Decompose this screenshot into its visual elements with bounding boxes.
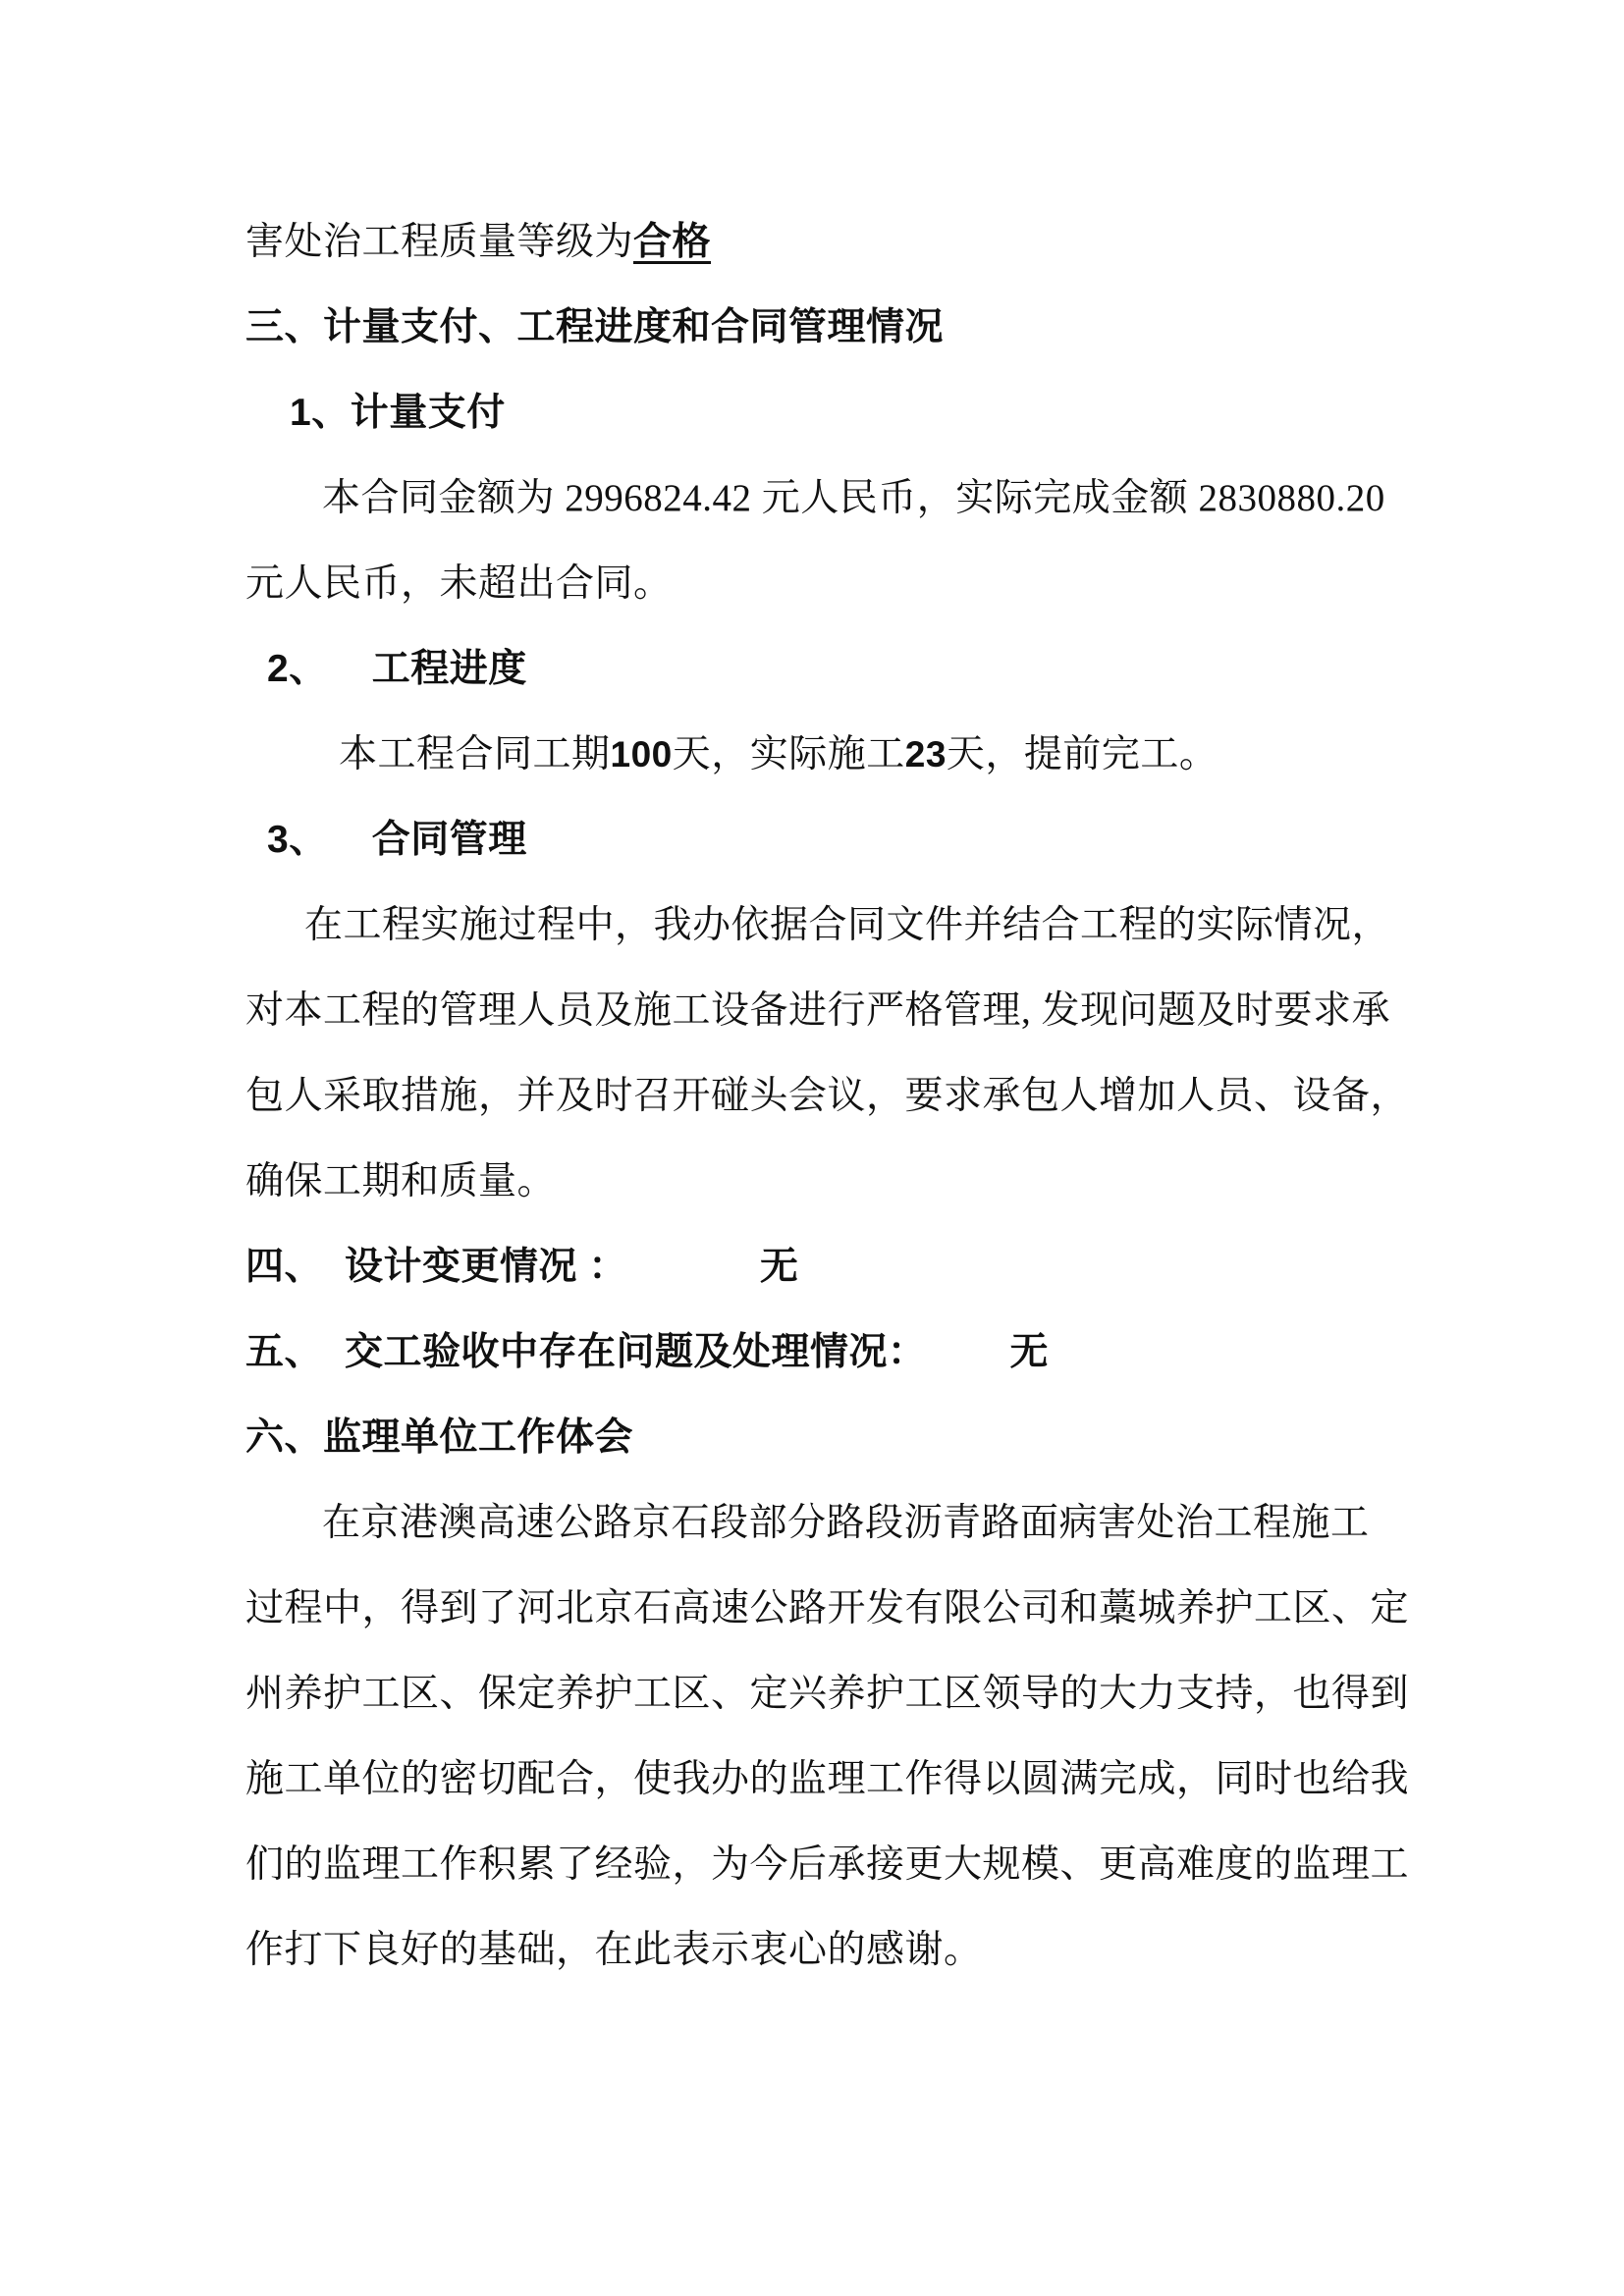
para-management-line2 — [245, 968, 1391, 1053]
para-contract-amount-line2 — [245, 541, 1384, 626]
heading-project-progress — [245, 626, 1384, 712]
design-changes-value: 无 — [759, 1246, 799, 1288]
heading-number: 2、 — [267, 648, 328, 690]
para-reflection-line5 — [245, 1822, 1410, 1907]
heading-text: 交工验收中存在问题及处理情况： — [345, 1331, 927, 1373]
body-text: 作打下良好的基础，在此表示衷心的感谢。 — [245, 1929, 983, 1971]
document-text-column — [245, 199, 1410, 1993]
body-text: 天，实际施工 — [672, 733, 905, 775]
heading-text: 设计变更情况 ： — [345, 1246, 627, 1288]
heading-design-changes — [245, 1224, 1384, 1309]
para-management-line4 — [245, 1139, 1384, 1224]
contract-days-value: 100 — [610, 734, 673, 774]
heading-number: 四、 — [245, 1246, 324, 1288]
body-text: 在工程实施过程中，我办依据合同文件并结合工程的实际情况， — [304, 904, 1391, 946]
tab-gap — [328, 851, 372, 852]
heading-text: 1、计量支付 — [290, 392, 506, 434]
heading-number: 五、 — [245, 1331, 324, 1373]
tab-gap — [927, 1363, 1010, 1364]
heading-measurement-payment — [245, 370, 1384, 455]
heading-section-three — [245, 285, 1384, 370]
para-reflection-line1 — [245, 1480, 1384, 1566]
body-text: 们的监理工作积累了经验，为今后承接更大规模、更高难度的监理工 — [245, 1843, 1410, 1886]
body-text: 施工单位的密切配合，使我办的监理工作得以圆满完成，同时也给我 — [245, 1758, 1410, 1800]
tab-gap — [627, 1278, 760, 1279]
para-progress — [245, 712, 1384, 797]
line-quality-grade — [245, 199, 1384, 285]
heading-text: 工程进度 — [371, 648, 527, 690]
tab-gap — [323, 1278, 345, 1279]
body-text: 本合同金额为 2996824.42 元人民币，实际完成金额 2830880.20 — [322, 477, 1385, 519]
tab-gap — [323, 1363, 345, 1364]
body-text: 本工程合同工期 — [339, 733, 611, 775]
body-text: 州养护工区、保定养护工区、定兴养护工区领导的大力支持，也得到 — [245, 1673, 1410, 1715]
actual-days-value: 23 — [904, 734, 947, 774]
heading-text: 六、监理单位工作体会 — [245, 1416, 634, 1459]
heading-acceptance-issues — [245, 1309, 1384, 1395]
body-text: 包人采取措施，并及时召开碰头会议，要求承包人增加人员、设备， — [245, 1075, 1410, 1117]
body-text: 过程中，得到了河北京石高速公路开发有限公司和藁城养护工区、定 — [245, 1587, 1410, 1629]
para-management-line3 — [245, 1053, 1410, 1139]
para-reflection-line2 — [245, 1566, 1410, 1651]
body-text: 在京港澳高速公路京石段部分路段沥青路面病害处治工程施工 — [322, 1502, 1370, 1544]
body-text: 对本工程的管理人员及施工设备进行严格管理, 发现问题及时要求承 — [245, 989, 1391, 1032]
tab-gap — [328, 680, 372, 681]
heading-number: 3、 — [267, 819, 328, 861]
acceptance-issues-value: 无 — [1009, 1331, 1050, 1373]
body-text: 元人民币，未超出合同。 — [245, 562, 673, 605]
para-management-line1 — [245, 882, 1391, 968]
body-text: 确保工期和质量。 — [245, 1160, 557, 1202]
para-reflection-line3 — [245, 1651, 1410, 1736]
para-reflection-line6 — [245, 1907, 1384, 1993]
heading-supervisor-reflection — [245, 1395, 1384, 1480]
heading-text: 三、计量支付、工程进度和合同管理情况 — [245, 306, 945, 348]
para-contract-amount-line1 — [245, 455, 1384, 541]
body-text: 天，提前完工。 — [946, 733, 1218, 775]
heading-contract-management — [245, 797, 1384, 882]
para-reflection-line4 — [245, 1736, 1410, 1822]
quality-grade-label: 害处治工程质量等级为 — [245, 221, 634, 263]
heading-text: 合同管理 — [371, 819, 527, 861]
quality-grade-value: 合格 — [633, 221, 712, 263]
